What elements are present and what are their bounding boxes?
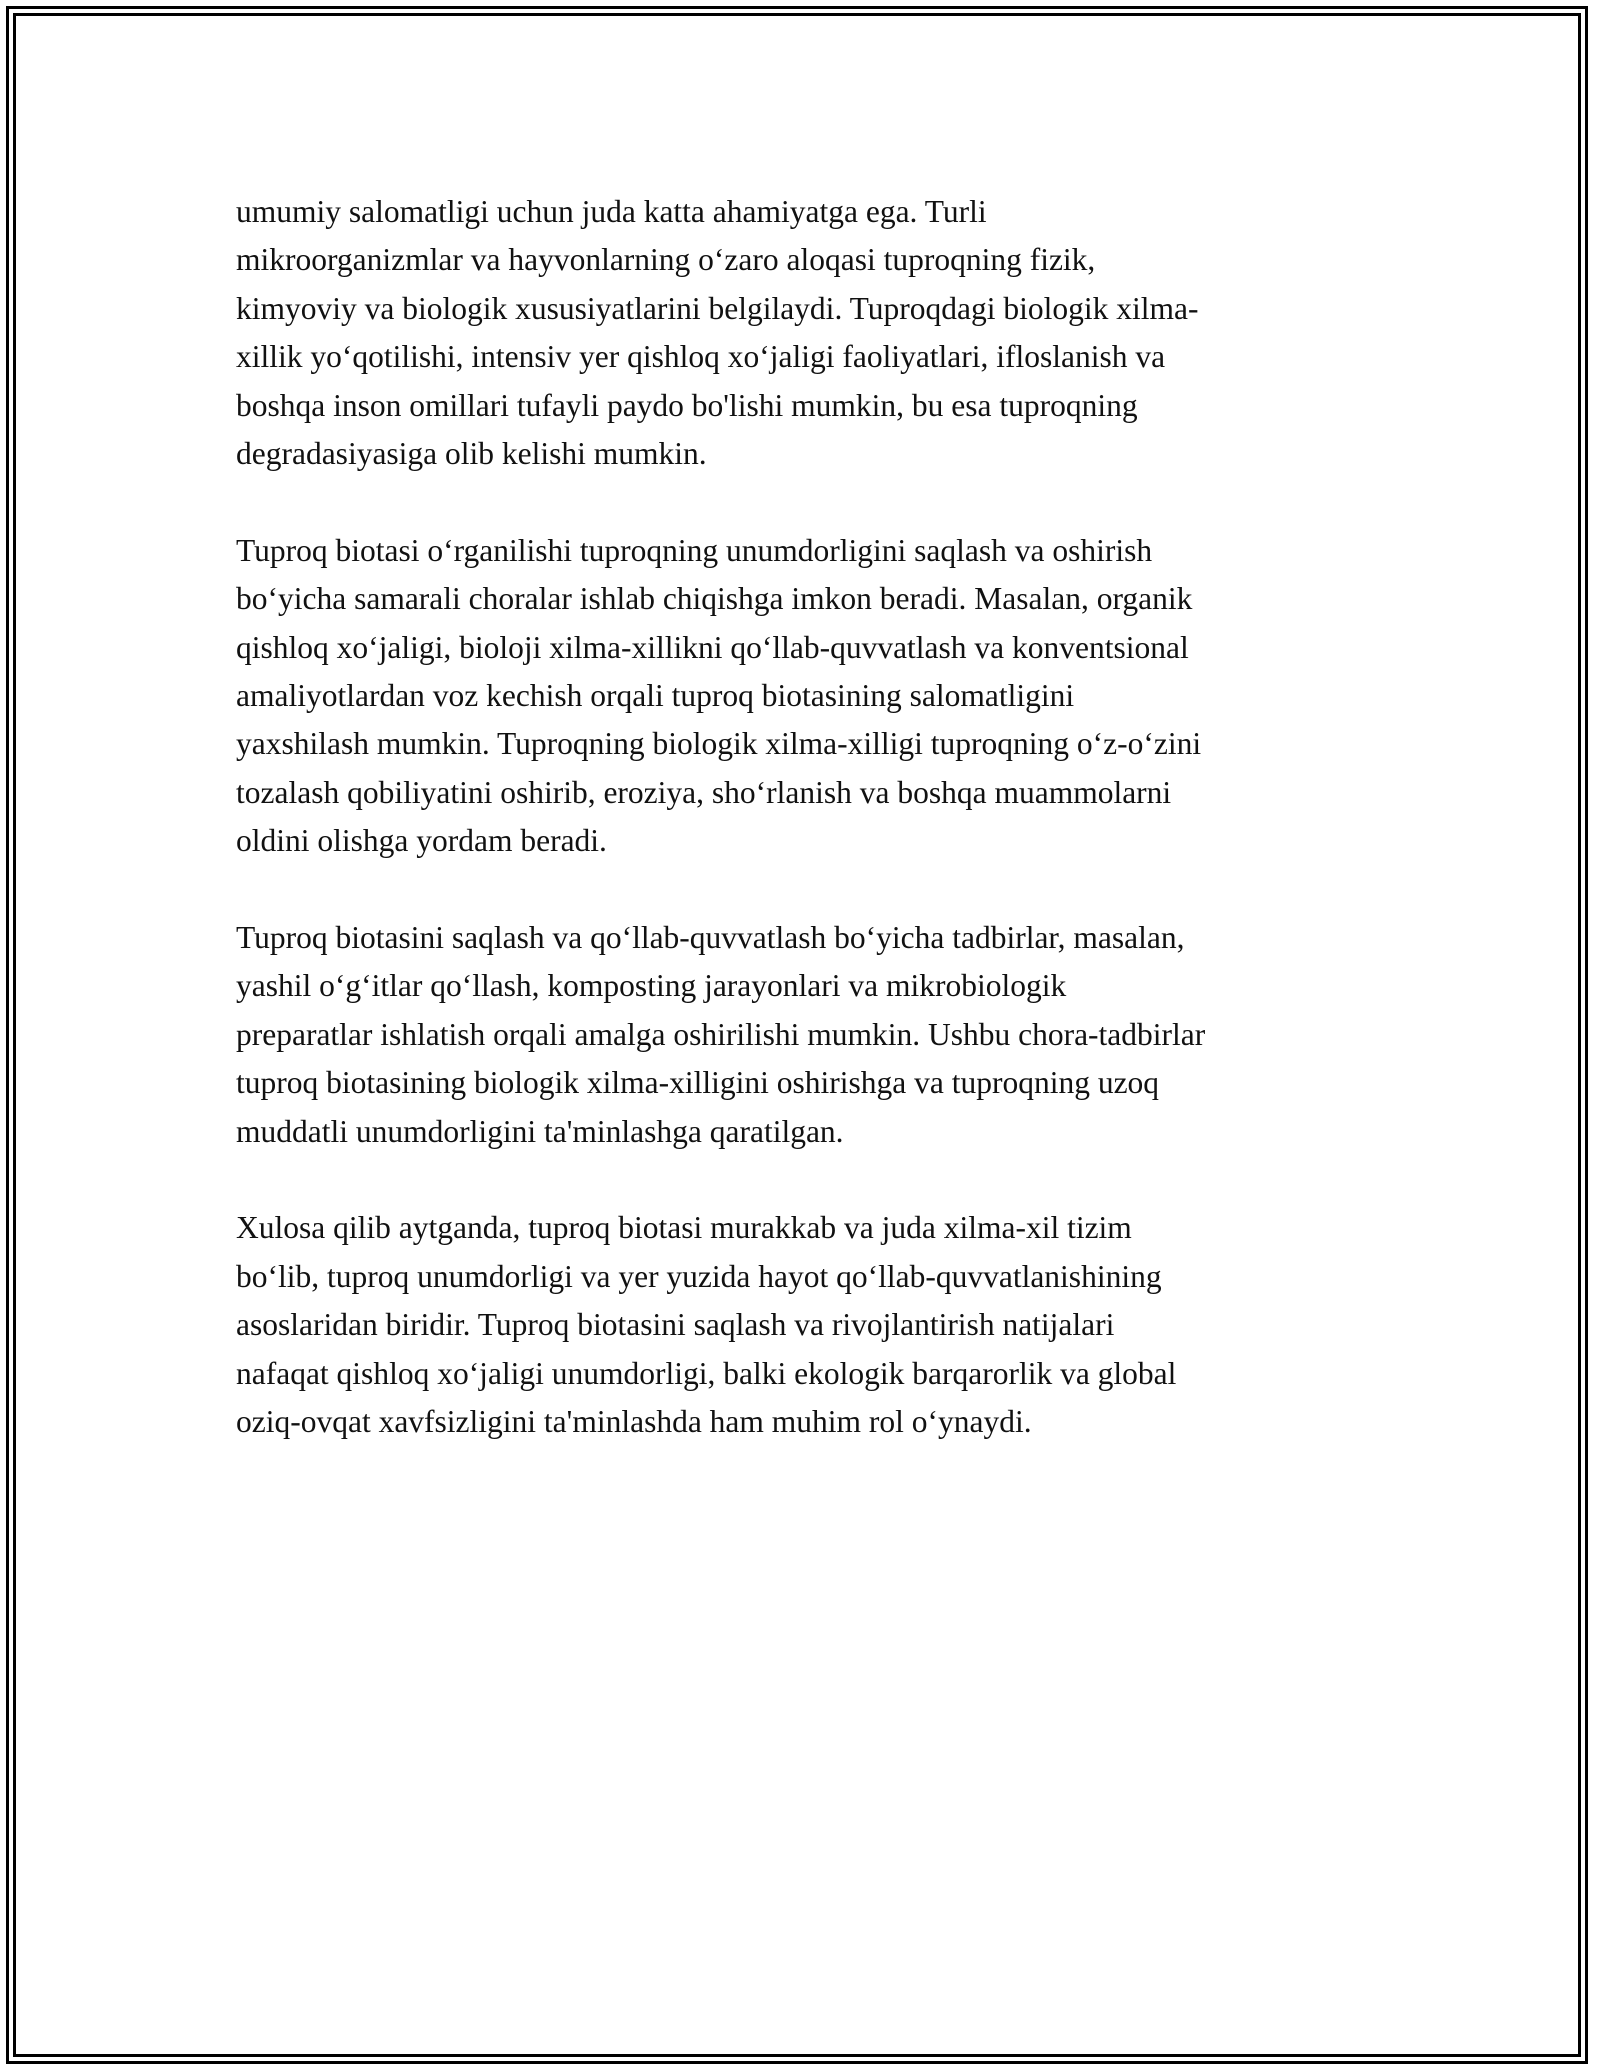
text-line: preparatlar ishlatish orqali amalga oshirilishi mumkin. Ushbu chora-tadbirlar	[236, 1016, 1206, 1052]
text-line: xillik yo‘qotilishi, intensiv yer qishloq xo‘jaligi faoliyatlari, ifloslanish va	[236, 339, 1166, 375]
text-line: nafaqat qishloq xo‘jaligi unumdorligi, balki ekologik barqarorlik va global	[236, 1355, 1177, 1391]
text-line: kimyoviy va biologik xususiyatlarini belgilaydi. Tuproqdagi biologik xilma-	[236, 290, 1199, 326]
text-line: tuproq biotasining biologik xilma-xilligini oshirishga va tuproqning uzoq	[236, 1065, 1160, 1101]
text-line: Tuproq biotasini saqlash va qo‘llab-quvvatlash bo‘yicha tadbirlar, masalan,	[236, 920, 1185, 956]
paragraph-4	[236, 1204, 1376, 1446]
text-line: asoslaridan biridir. Tuproq biotasini saqlash va rivojlantirish natijalari	[236, 1307, 1115, 1343]
paragraph-2	[236, 527, 1376, 866]
text-line: bo‘yicha samarali choralar ishlab chiqishga imkon beradi. Masalan, organik	[236, 581, 1193, 617]
text-line: boshqa inson omillari tufayli paydo bo'lishi mumkin, bu esa tuproqning	[236, 387, 1138, 423]
text-line: degradasiyasiga olib kelishi mumkin.	[236, 436, 707, 472]
text-line: mikroorganizmlar va hayvonlarning o‘zaro aloqasi tuproqning fizik,	[236, 242, 1096, 278]
document-body	[236, 188, 1376, 1495]
text-line: oldini olishga yordam beradi.	[236, 823, 607, 859]
text-line: amaliyotlardan voz kechish orqali tuproq biotasining salomatligini	[236, 678, 1075, 714]
paragraph-3	[236, 914, 1376, 1156]
text-line: umumiy salomatligi uchun juda katta ahamiyatga ega. Turli	[236, 194, 987, 229]
text-line: yashil o‘g‘itlar qo‘llash, komposting jarayonlari va mikrobiologik	[236, 968, 1067, 1004]
text-line: qishloq xo‘jaligi, bioloji xilma-xillikni qo‘llab-quvvatlash va konventsional	[236, 629, 1189, 665]
text-line: oziq-ovqat xavfsizligini ta'minlashda ham muhim rol o‘ynaydi.	[236, 1404, 1032, 1440]
paragraph-1	[236, 188, 1376, 478]
text-line: yaxshilash mumkin. Tuproqning biologik xilma-xilligi tuproqning o‘z-o‘zini	[236, 726, 1202, 762]
text-line: Tuproq biotasi o‘rganilishi tuproqning unumdorligini saqlash va oshirish	[236, 532, 1153, 568]
text-line: muddatli unumdorligini ta'minlashga qaratilgan.	[236, 1113, 844, 1149]
text-line: Xulosa qilib aytganda, tuproq biotasi murakkab va juda xilma-xil tizim	[236, 1210, 1132, 1246]
text-line: bo‘lib, tuproq unumdorligi va yer yuzida hayot qo‘llab-quvvatlanishining	[236, 1258, 1162, 1294]
text-line: tozalash qobiliyatini oshirib, eroziya, sho‘rlanish va boshqa muammolarni	[236, 774, 1172, 810]
